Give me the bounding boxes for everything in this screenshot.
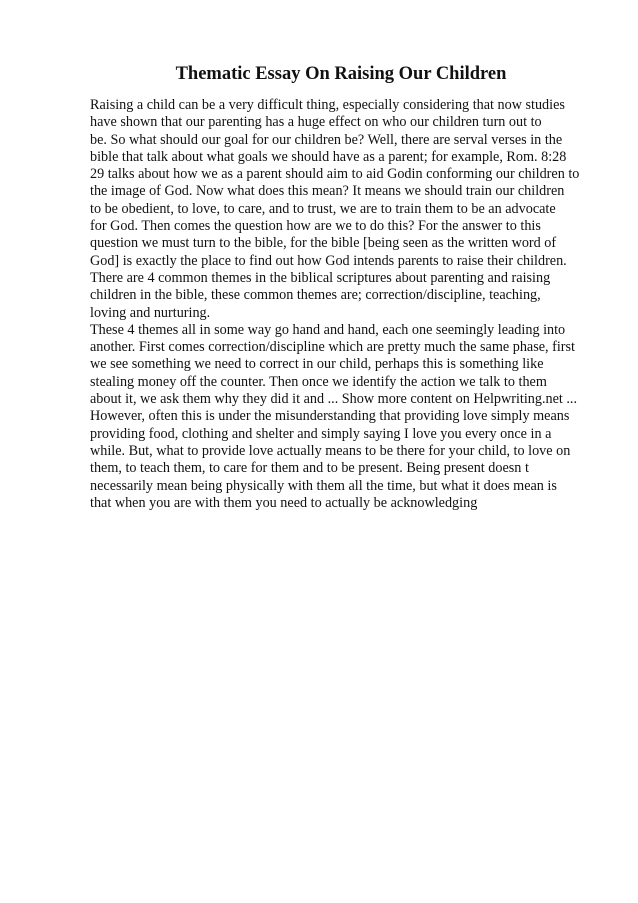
text-line: that when you are with them you need to actually be acknowledging: [90, 494, 478, 511]
text-line: loving and nurturing.: [90, 304, 211, 321]
text-line: providing food, clothing and shelter and simply saying I love you every once in a: [90, 425, 552, 442]
text-line: have shown that our parenting has a huge effect on who our children turn out to: [90, 114, 542, 131]
text-line: stealing money off the counter. Then once we identify the action we talk to them: [90, 373, 547, 390]
text-line: the image of God. Now what does this mean? It means we should train our children: [90, 183, 565, 200]
text-line: about it, we ask them why they did it and ... Show more content on Helpwriting.net ...: [90, 391, 578, 408]
document-title: Thematic Essay On Raising Our Children: [175, 64, 507, 84]
essay-body: [90, 97, 600, 512]
text-line: These 4 themes all in some way go hand and hand, each one seemingly leading into: [90, 321, 566, 338]
text-line: to be obedient, to love, to care, and to trust, we are to train them to be an advocate: [90, 200, 556, 217]
text-line: we see something we need to correct in our child, perhaps this is something like: [90, 356, 544, 373]
text-line: while. But, what to provide love actually means to be there for your child, to love on: [90, 442, 571, 459]
text-line: children in the bible, these common themes are; correction/discipline, teaching,: [90, 287, 541, 304]
text-line: Raising a child can be a very difficult thing, especially considering that now studies: [90, 97, 565, 113]
text-line: God] is exactly the place to find out how God intends parents to raise their children.: [90, 252, 567, 269]
text-line: However, often this is under the misunderstanding that providing love simply means: [90, 408, 570, 425]
text-line: another. First comes correction/discipline which are pretty much the same phase, first: [90, 339, 575, 356]
text-line: necessarily mean being physically with them all the time, but what it does mean is: [90, 477, 557, 494]
text-line: question we must turn to the bible, for the bible [being seen as the written word of: [90, 235, 557, 252]
text-line: bible that talk about what goals we should have as a parent; for example, Rom. 8:28: [90, 148, 567, 165]
text-line: be. So what should our goal for our children be? Well, there are serval verses in the: [90, 131, 563, 148]
text-line: them, to teach them, to care for them and to be present. Being present doesn t: [90, 460, 529, 477]
text-line: for God. Then comes the question how are we to do this? For the answer to this: [90, 218, 541, 235]
text-line: 29 talks about how we as a parent should aim to aid Godin conforming our children to: [90, 166, 580, 183]
text-line: There are 4 common themes in the biblical scriptures about parenting and raising: [90, 269, 551, 286]
